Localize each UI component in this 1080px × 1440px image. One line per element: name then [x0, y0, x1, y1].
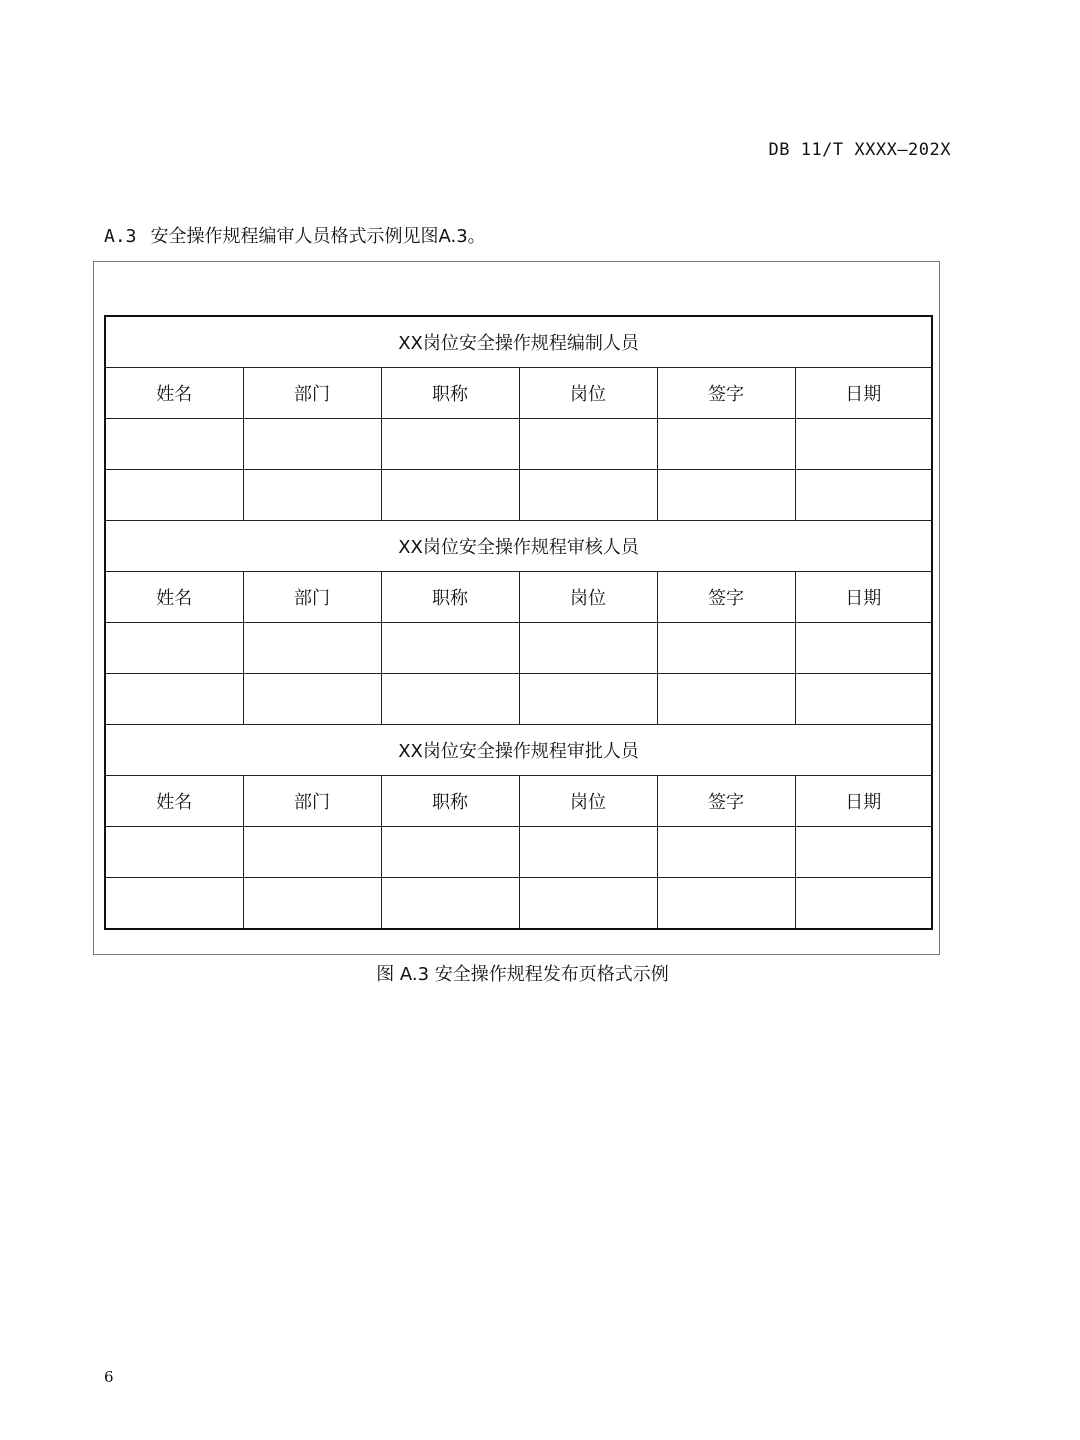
section-title-compile: XX岗位安全操作规程编制人员: [105, 316, 932, 368]
blank-cell: [657, 878, 795, 930]
blank-cell: [105, 827, 243, 878]
blank-cell: [795, 623, 932, 674]
blank-cell: [243, 470, 381, 521]
header-name: 姓名: [105, 368, 243, 419]
header-title: 职称: [381, 368, 519, 419]
blank-row: [105, 470, 932, 521]
column-header-row: [105, 776, 932, 827]
clause-paragraph: [104, 222, 486, 248]
section-title-approve: XX岗位安全操作规程审批人员: [105, 725, 932, 776]
blank-cell: [795, 827, 932, 878]
blank-cell: [243, 878, 381, 930]
blank-cell: [657, 470, 795, 521]
header-position: 岗位: [519, 368, 657, 419]
header-signature: 签字: [657, 776, 795, 827]
blank-cell: [381, 878, 519, 930]
section-title-row: [105, 725, 932, 776]
blank-cell: [105, 419, 243, 470]
blank-cell: [657, 623, 795, 674]
blank-cell: [381, 827, 519, 878]
blank-cell: [795, 878, 932, 930]
clause-text: 安全操作规程编审人员格式示例见图A.3。: [150, 226, 486, 247]
blank-cell: [795, 470, 932, 521]
blank-cell: [795, 419, 932, 470]
header-department: 部门: [243, 572, 381, 623]
blank-cell: [105, 878, 243, 930]
section-title-review: XX岗位安全操作规程审核人员: [105, 521, 932, 572]
blank-cell: [795, 674, 932, 725]
column-header-row: [105, 572, 932, 623]
blank-cell: [243, 623, 381, 674]
blank-cell: [381, 623, 519, 674]
blank-cell: [519, 623, 657, 674]
header-date: 日期: [795, 776, 932, 827]
header-department: 部门: [243, 368, 381, 419]
blank-row: [105, 878, 932, 930]
header-signature: 签字: [657, 368, 795, 419]
header-title: 职称: [381, 572, 519, 623]
figure-caption: 图 A.3 安全操作规程发布页格式示例: [376, 964, 669, 985]
standard-code: DB 11/T XXXX—202X: [768, 140, 951, 160]
header-date: 日期: [795, 572, 932, 623]
blank-cell: [519, 470, 657, 521]
blank-cell: [381, 674, 519, 725]
header-name: 姓名: [105, 776, 243, 827]
blank-cell: [243, 827, 381, 878]
header-position: 岗位: [519, 572, 657, 623]
blank-cell: [519, 419, 657, 470]
header-position: 岗位: [519, 776, 657, 827]
blank-row: [105, 623, 932, 674]
header-signature: 签字: [657, 572, 795, 623]
column-header-row: [105, 368, 932, 419]
blank-row: [105, 827, 932, 878]
blank-cell: [105, 674, 243, 725]
blank-cell: [657, 674, 795, 725]
section-title-row: [105, 316, 932, 368]
header-department: 部门: [243, 776, 381, 827]
clause-number: A.3: [104, 226, 137, 247]
blank-cell: [519, 674, 657, 725]
blank-cell: [105, 623, 243, 674]
blank-row: [105, 674, 932, 725]
blank-cell: [657, 827, 795, 878]
blank-cell: [243, 674, 381, 725]
personnel-table: [104, 315, 933, 930]
page-number: 6: [104, 1368, 114, 1386]
blank-row: [105, 419, 932, 470]
blank-cell: [243, 419, 381, 470]
header-title: 职称: [381, 776, 519, 827]
blank-cell: [381, 419, 519, 470]
header-date: 日期: [795, 368, 932, 419]
header-name: 姓名: [105, 572, 243, 623]
blank-cell: [657, 419, 795, 470]
blank-cell: [519, 827, 657, 878]
blank-cell: [381, 470, 519, 521]
blank-cell: [519, 878, 657, 930]
blank-cell: [105, 470, 243, 521]
section-title-row: [105, 521, 932, 572]
